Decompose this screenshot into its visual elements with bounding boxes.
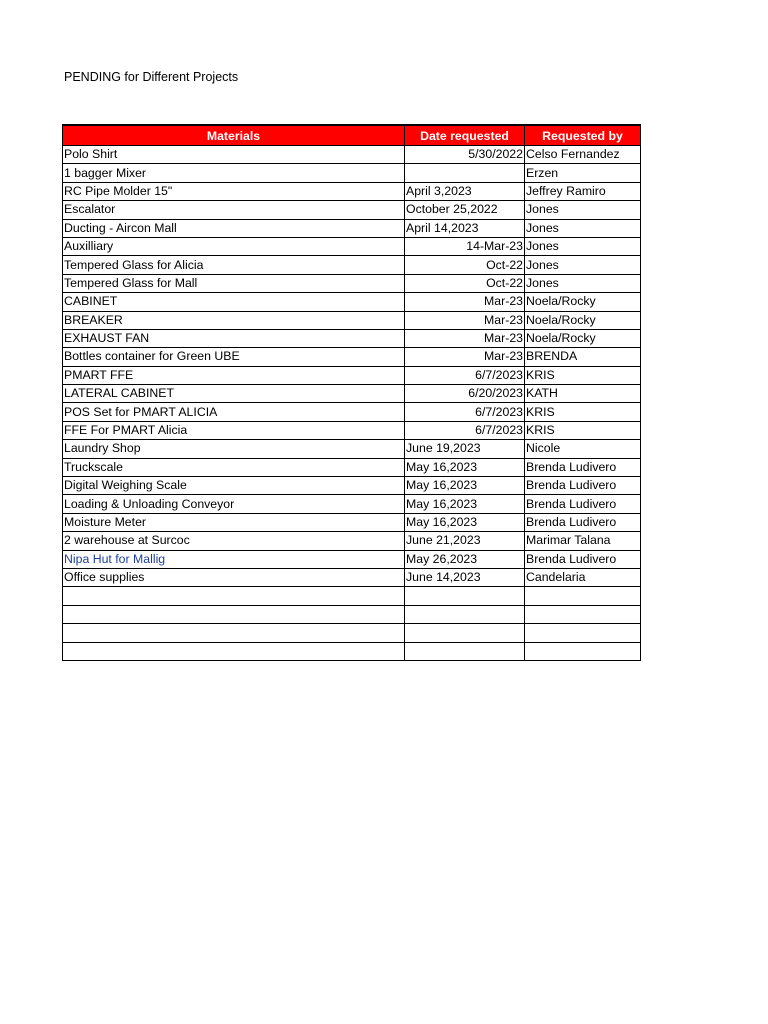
table-row <box>63 642 641 660</box>
cell-requested-by[interactable]: Jeffrey Ramiro <box>525 182 641 200</box>
cell-requested-by[interactable]: Brenda Ludivero <box>525 477 641 495</box>
table-row <box>63 385 641 403</box>
cell-requested-by[interactable]: KRIS <box>525 403 641 421</box>
cell-date-requested[interactable]: 14-Mar-23 <box>405 237 525 255</box>
cell-material[interactable]: Digital Weighing Scale <box>63 477 405 495</box>
cell-requested-by[interactable]: BRENDA <box>525 348 641 366</box>
cell-date-requested[interactable] <box>405 587 525 605</box>
cell-date-requested[interactable]: Oct-22 <box>405 256 525 274</box>
pending-materials-table <box>62 124 641 661</box>
table-row <box>63 477 641 495</box>
cell-date-requested[interactable] <box>405 642 525 660</box>
cell-requested-by[interactable]: KRIS <box>525 421 641 439</box>
table-row <box>63 421 641 439</box>
header-date-requested[interactable]: Date requested <box>405 125 525 146</box>
cell-requested-by[interactable]: Jones <box>525 237 641 255</box>
cell-material[interactable] <box>63 624 405 642</box>
cell-date-requested[interactable]: Mar-23 <box>405 311 525 329</box>
cell-date-requested[interactable]: 6/7/2023 <box>405 366 525 384</box>
cell-date-requested[interactable]: May 16,2023 <box>405 495 525 513</box>
table-row <box>63 458 641 476</box>
cell-date-requested[interactable]: Mar-23 <box>405 329 525 347</box>
cell-requested-by[interactable]: Brenda Ludivero <box>525 458 641 476</box>
cell-material[interactable] <box>63 587 405 605</box>
table-row <box>63 311 641 329</box>
cell-date-requested[interactable]: May 16,2023 <box>405 513 525 531</box>
table-row <box>63 403 641 421</box>
cell-requested-by[interactable]: Brenda Ludivero <box>525 495 641 513</box>
table-row <box>63 605 641 623</box>
cell-material[interactable]: CABINET <box>63 293 405 311</box>
cell-requested-by[interactable] <box>525 587 641 605</box>
cell-requested-by[interactable]: Jones <box>525 201 641 219</box>
cell-requested-by[interactable]: Nicole <box>525 440 641 458</box>
cell-material[interactable]: Loading & Unloading Conveyor <box>63 495 405 513</box>
table-row <box>63 329 641 347</box>
table-row <box>63 568 641 586</box>
table-row <box>63 366 641 384</box>
cell-requested-by[interactable]: Jones <box>525 256 641 274</box>
cell-material[interactable]: Moisture Meter <box>63 513 405 531</box>
table-row <box>63 256 641 274</box>
cell-material[interactable]: Truckscale <box>63 458 405 476</box>
cell-material[interactable]: Laundry Shop <box>63 440 405 458</box>
cell-material[interactable]: Polo Shirt <box>63 146 405 164</box>
cell-date-requested[interactable]: April 14,2023 <box>405 219 525 237</box>
cell-date-requested[interactable]: 6/20/2023 <box>405 385 525 403</box>
table-row <box>63 550 641 568</box>
cell-material[interactable]: Ducting - Aircon Mall <box>63 219 405 237</box>
cell-material[interactable]: FFE For PMART Alicia <box>63 421 405 439</box>
header-materials[interactable]: Materials <box>63 125 405 146</box>
cell-material[interactable]: Auxilliary <box>63 237 405 255</box>
cell-requested-by[interactable]: Jones <box>525 219 641 237</box>
cell-date-requested[interactable]: April 3,2023 <box>405 182 525 200</box>
cell-requested-by[interactable]: KRIS <box>525 366 641 384</box>
cell-material[interactable]: POS Set for PMART ALICIA <box>63 403 405 421</box>
table-row <box>63 146 641 164</box>
cell-material[interactable] <box>63 605 405 623</box>
cell-date-requested[interactable]: Oct-22 <box>405 274 525 292</box>
cell-requested-by[interactable]: Jones <box>525 274 641 292</box>
sheet-title: PENDING for Different Projects <box>64 70 239 84</box>
cell-date-requested[interactable]: 6/7/2023 <box>405 421 525 439</box>
cell-date-requested[interactable]: June 19,2023 <box>405 440 525 458</box>
table-row <box>63 201 641 219</box>
table-row <box>63 513 641 531</box>
cell-requested-by[interactable] <box>525 605 641 623</box>
cell-requested-by[interactable]: KATH <box>525 385 641 403</box>
table-row <box>63 219 641 237</box>
table-row <box>63 532 641 550</box>
cell-requested-by[interactable] <box>525 642 641 660</box>
table-row <box>63 587 641 605</box>
cell-material[interactable]: Escalator <box>63 201 405 219</box>
cell-material[interactable] <box>63 642 405 660</box>
table-row <box>63 624 641 642</box>
cell-material[interactable]: PMART FFE <box>63 366 405 384</box>
cell-date-requested[interactable]: 5/30/2022 <box>405 146 525 164</box>
header-requested-by[interactable]: Requested by <box>525 125 641 146</box>
cell-date-requested[interactable]: June 21,2023 <box>405 532 525 550</box>
cell-material[interactable]: Tempered Glass for Alicia <box>63 256 405 274</box>
cell-material[interactable]: BREAKER <box>63 311 405 329</box>
table-row <box>63 164 641 182</box>
cell-date-requested[interactable]: May 16,2023 <box>405 458 525 476</box>
cell-material[interactable]: EXHAUST FAN <box>63 329 405 347</box>
cell-requested-by[interactable]: Candelaria <box>525 568 641 586</box>
table-row <box>63 182 641 200</box>
cell-date-requested[interactable] <box>405 164 525 182</box>
cell-requested-by[interactable]: Erzen <box>525 164 641 182</box>
cell-requested-by[interactable]: Marimar Talana <box>525 532 641 550</box>
cell-material[interactable]: Office supplies <box>63 568 405 586</box>
table-row <box>63 440 641 458</box>
table-row <box>63 495 641 513</box>
cell-requested-by[interactable]: Noela/Rocky <box>525 329 641 347</box>
cell-material[interactable]: Tempered Glass for Mall <box>63 274 405 292</box>
cell-material[interactable]: 1 bagger Mixer <box>63 164 405 182</box>
cell-date-requested[interactable] <box>405 605 525 623</box>
cell-date-requested[interactable]: 6/7/2023 <box>405 403 525 421</box>
cell-requested-by[interactable]: Noela/Rocky <box>525 293 641 311</box>
cell-date-requested[interactable] <box>405 624 525 642</box>
table-row <box>63 237 641 255</box>
cell-material[interactable]: 2 warehouse at Surcoc <box>63 532 405 550</box>
cell-requested-by[interactable]: Noela/Rocky <box>525 311 641 329</box>
cell-date-requested[interactable]: June 14,2023 <box>405 568 525 586</box>
cell-date-requested[interactable]: October 25,2022 <box>405 201 525 219</box>
cell-requested-by[interactable]: Brenda Ludivero <box>525 550 641 568</box>
cell-material[interactable]: RC Pipe Molder 15" <box>63 182 405 200</box>
cell-material[interactable]: Nipa Hut for Mallig <box>63 550 405 568</box>
cell-date-requested[interactable]: May 16,2023 <box>405 477 525 495</box>
cell-date-requested[interactable]: Mar-23 <box>405 348 525 366</box>
cell-requested-by[interactable]: Brenda Ludivero <box>525 513 641 531</box>
header-row <box>63 125 641 146</box>
table-row <box>63 274 641 292</box>
cell-date-requested[interactable]: May 26,2023 <box>405 550 525 568</box>
table-row <box>63 348 641 366</box>
cell-date-requested[interactable]: Mar-23 <box>405 293 525 311</box>
table-row <box>63 293 641 311</box>
cell-material[interactable]: Bottles container for Green UBE <box>63 348 405 366</box>
cell-requested-by[interactable]: Celso Fernandez <box>525 146 641 164</box>
cell-requested-by[interactable] <box>525 624 641 642</box>
cell-material[interactable]: LATERAL CABINET <box>63 385 405 403</box>
